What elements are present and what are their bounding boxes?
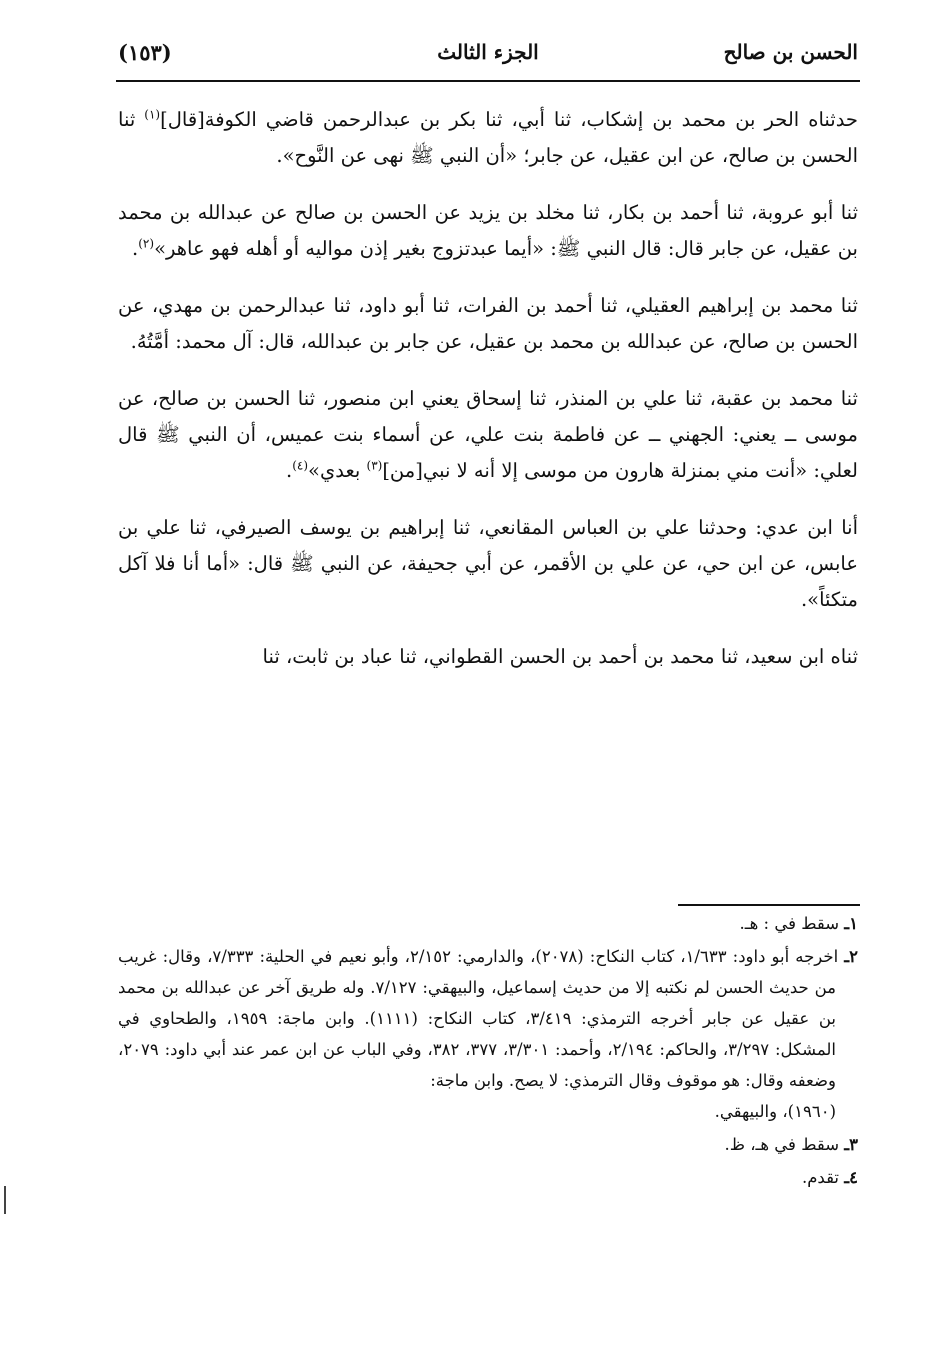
footnote-number: ١ـ xyxy=(844,914,858,933)
footnote-text: سقط في : هـ. xyxy=(739,914,845,933)
paragraph-6 xyxy=(118,639,858,675)
paragraph-2 xyxy=(118,195,858,267)
footnote-marker: (٤) xyxy=(292,458,309,473)
paragraph-text: ثنا أبو عروبة، ثنا أحمد بن بكار، ثنا مخلد بن يزيد عن الحسن بن صالح عن عبدالله بن محمد بن عقيل، عن جابر قال: قال النبي ﷺ: «أيما عبدتزوج بغير إذن مواليه أو أهله فهو عاهر» xyxy=(118,201,858,260)
footnote-marker: (٢) xyxy=(138,236,155,251)
paragraph-4 xyxy=(118,381,858,489)
footnote-2 xyxy=(118,941,858,1127)
footnote-number: ٤ـ xyxy=(844,1168,858,1187)
paragraph-text: . xyxy=(132,237,139,260)
footnotes xyxy=(118,908,858,1195)
paragraph-text: ثنا محمد بن إبراهيم العقيلي، ثنا أحمد بن الفرات، ثنا أبو داود، ثنا عبدالرحمن بن مهدي، عن الحسن بن صالح، عن عبدالله بن محمد بن عقيل، عن جابر بن عبدالله، قال: آل محمد: أمَّتُهُ. xyxy=(118,294,858,353)
page-header xyxy=(118,40,858,80)
paragraph-1 xyxy=(118,102,858,174)
paragraph-text: بعدي» xyxy=(308,459,367,482)
paragraph-text: ثناه ابن سعيد، ثنا محمد بن أحمد بن الحسن القطواني، ثنا عباد بن ثابت، ثنا xyxy=(262,645,858,668)
paragraph-text: ثنا محمد بن عقبة، ثنا علي بن المنذر، ثنا إسحاق يعني ابن منصور، ثنا الحسن بن صالح، عن موسى ــ يعني: الجهني ــ عن فاطمة بنت علي، عن أسماء بنت عميس، أن النبي ﷺ قال لعلي: «أنت مني بمنزلة هارون من موسى إلا أنه لا نبي[من] xyxy=(118,387,858,482)
paragraph-text: حدثناه الحر بن محمد بن إشكاب، ثنا أبي، ثنا بكر بن عبدالرحمن قاضي الكوفة[قال] xyxy=(160,108,858,131)
footnote-4 xyxy=(118,1162,858,1193)
footnote-text: اخرجه أبو داود: ١/٦٣٣، كتاب النكاح: (٢٠٧٨)، والدارمي: ٢/١٥٢، وأبو نعيم في الحلية: ٧/٣٣٣، وقال: غريب من حديث الحسن لم نكتبه إلا من حديث إسماعيل، والبيهقي: ٧/١٢٧. وله طريق آخر عن عبدالله بن محمد بن عقيل عن جابر أخرجه الترمذي: ٣/٤١٩، كتاب النكاح: (١١١١). وابن ماجة: ١٩٥٩، والطحاوي في المشكل: ٣/٢٩٧، والحاكم: ٢/١٩٤، وأحمد: ٣/٣٠١، ٣٧٧، ٣٨٢، وفي الباب عن ابن عمر عند أبي داود: ٢٠٧٩، وضعفه وقال: هو موقوف وقال الترمذي: لا يصح. وابن ماجة: xyxy=(118,947,845,1090)
paragraph-text: . xyxy=(286,459,293,482)
scan-margin-mark xyxy=(4,1186,6,1214)
footnote-text: سقط في هـ، ظ. xyxy=(724,1135,845,1154)
paragraph-3 xyxy=(118,288,858,360)
footnote-marker: (٣) xyxy=(366,458,383,473)
paragraph-text: ثنا الحسن بن صالح، عن ابن عقيل، عن جابر؛ «أن النبي ﷺ نهى عن النَّوح». xyxy=(118,108,858,167)
volume-title: الجزء الثالث xyxy=(437,40,539,64)
main-text xyxy=(118,102,858,696)
paragraph-text: أنا ابن عدي: وحدثنا علي بن العباس المقانعي، ثنا إبراهيم بن يوسف الصيرفي، ثنا علي بن عابس، عن ابن حي، عن علي بن الأقمر، عن أبي جحيفة، عن النبي ﷺ قال: «أما أنا فلا آكل متكئاً». xyxy=(118,516,859,611)
footnote-number: ٢ـ xyxy=(844,947,858,966)
running-title: الحسن بن صالح xyxy=(723,40,858,64)
footnote-marker: (١) xyxy=(144,107,161,122)
footnote-text-tail: (١٩٦٠)، والبيهقي. xyxy=(714,1102,836,1121)
footnote-text: تقدم. xyxy=(801,1168,845,1187)
footnote-divider xyxy=(678,904,860,906)
page-number: (١٥٣) xyxy=(118,40,172,65)
footnote-number: ٣ـ xyxy=(844,1135,858,1154)
header-divider xyxy=(116,80,860,82)
footnote-3 xyxy=(118,1129,858,1160)
footnote-1 xyxy=(118,908,858,939)
paragraph-5 xyxy=(118,510,858,618)
